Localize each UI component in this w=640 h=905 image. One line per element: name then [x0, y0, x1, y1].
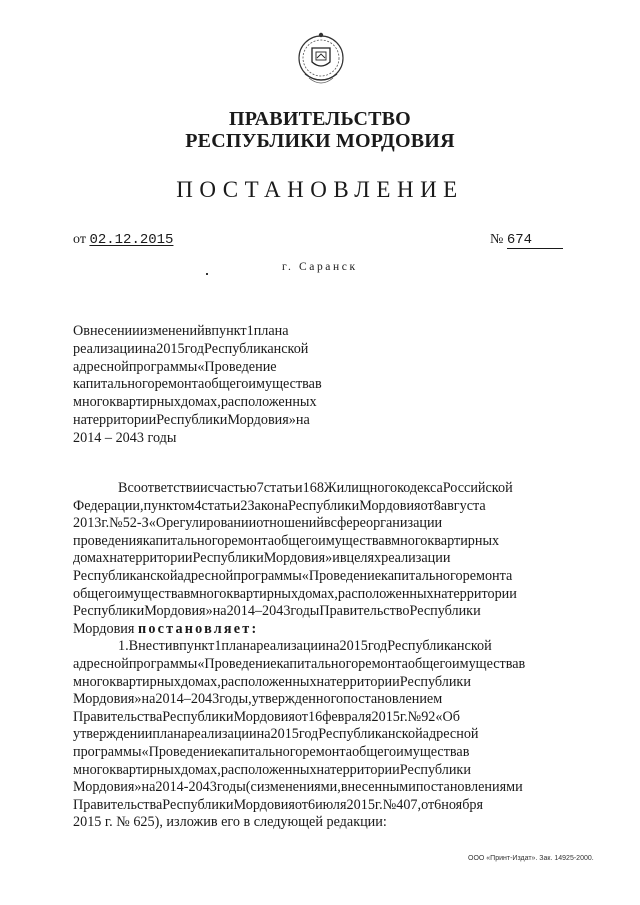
word: Мордовия	[233, 796, 295, 813]
word: на	[256, 726, 271, 743]
title-line	[73, 412, 363, 430]
word: ремонта	[224, 532, 275, 549]
resolution-body	[73, 480, 582, 832]
word: частью	[213, 480, 257, 496]
body-line	[73, 691, 582, 709]
word: «Проведение	[197, 655, 277, 672]
word: августа	[440, 497, 486, 514]
word: Мордовия»	[144, 603, 213, 620]
word: 2015	[346, 796, 375, 813]
word: «Проведение	[197, 358, 277, 375]
word: в	[183, 585, 191, 602]
word: 7	[256, 480, 264, 496]
word: на	[433, 585, 448, 602]
date-field	[73, 232, 173, 248]
word: Федерации,	[73, 497, 144, 514]
word: внесении	[83, 323, 140, 339]
word: программы	[233, 567, 302, 584]
word: г.	[101, 515, 110, 532]
word: расположенных	[220, 394, 317, 411]
word: на	[141, 691, 156, 708]
word: адресной	[422, 726, 479, 743]
word: 2015	[371, 708, 400, 725]
word: имущества	[248, 376, 315, 393]
word: Мордовия»	[73, 779, 142, 796]
word: на	[316, 673, 331, 690]
word: в	[384, 532, 392, 549]
word: Республики	[288, 497, 360, 514]
word: адресной	[73, 358, 129, 375]
word: пункт	[179, 638, 215, 655]
word: 2043	[190, 691, 220, 708]
word: Мордовия	[359, 497, 421, 514]
word: целях	[346, 550, 382, 567]
word: Республиканской	[387, 638, 492, 655]
word: реализации	[187, 726, 257, 743]
word: общего	[204, 376, 249, 393]
body-line	[73, 656, 582, 674]
word: год	[184, 340, 204, 357]
coat-of-arms-icon	[295, 28, 347, 98]
word: отношений	[256, 515, 324, 532]
word: расположенных	[220, 673, 317, 690]
word: многоквартирных	[391, 532, 500, 549]
word: проведения	[73, 532, 143, 549]
word: статьи	[263, 480, 303, 496]
body-line	[73, 498, 582, 516]
word: общего	[73, 585, 118, 602]
word: 16	[308, 708, 323, 725]
word: «Проведение	[301, 567, 382, 584]
word: статьи	[201, 497, 241, 514]
body-line	[73, 603, 582, 621]
body-line	[73, 515, 582, 533]
preamble-last-word: Мордовия	[73, 620, 135, 637]
word: капитального	[220, 743, 303, 760]
word: расположенных	[220, 761, 317, 778]
word: в	[339, 550, 347, 567]
word: имущества	[396, 743, 463, 760]
word: Правительства	[73, 708, 163, 725]
word: утвержденного	[251, 691, 344, 708]
body-line	[73, 638, 582, 656]
word: Республики	[156, 411, 228, 428]
word: капитального	[73, 376, 155, 393]
word: адресной	[73, 655, 129, 672]
word: «О	[148, 515, 167, 532]
word: реализации	[256, 638, 326, 655]
word: регулировании	[166, 515, 257, 532]
title-line	[73, 394, 363, 412]
city-label: г. Саранск	[282, 261, 358, 273]
date-value: 02.12.2015	[89, 232, 174, 248]
resolution-title	[73, 323, 363, 448]
word: Республиканской	[203, 340, 309, 357]
word: домах,	[298, 585, 338, 602]
word: Мордовия»	[263, 550, 333, 567]
word: на	[212, 603, 227, 620]
word: общего	[407, 655, 452, 672]
word: капитального	[142, 532, 225, 549]
word: и	[332, 550, 340, 567]
body-line: 2015 г. № 625), изложив его в следующей редакции:	[73, 814, 387, 831]
word: ремонта	[154, 376, 205, 393]
word: домах,	[180, 761, 221, 778]
word: многоквартирных	[73, 394, 181, 411]
number-value: 674	[507, 233, 563, 249]
number-prefix: №	[490, 232, 504, 247]
word: 1.	[118, 638, 129, 655]
body-line	[73, 586, 582, 604]
word: «Проведение	[141, 743, 221, 760]
title-line: 2014 – 2043 годы	[73, 429, 177, 446]
word: О	[73, 323, 84, 339]
word: реализации	[73, 340, 143, 357]
word: 1	[214, 638, 222, 655]
word: на	[142, 340, 157, 357]
word: домах	[73, 550, 110, 567]
word: Республики	[162, 708, 234, 725]
word: Закона	[247, 497, 288, 514]
word: №	[382, 796, 397, 813]
word: №	[407, 708, 422, 725]
word: 2015	[270, 726, 299, 743]
number-field	[490, 232, 563, 249]
body-line	[73, 779, 582, 797]
word: 407,	[396, 796, 422, 813]
word: от	[294, 708, 308, 725]
word: многоквартирных	[73, 761, 181, 778]
word: плана	[152, 726, 188, 743]
word: многоквартирных	[190, 585, 299, 602]
word: 2015	[156, 340, 185, 357]
word: плана	[253, 323, 289, 339]
word: июля	[315, 796, 347, 813]
word: 2014-2043	[155, 779, 217, 796]
body-line	[73, 568, 582, 586]
word: от	[420, 497, 434, 514]
word: в	[314, 376, 322, 393]
word: год	[298, 726, 319, 743]
word: в	[462, 743, 470, 760]
word: капитального	[276, 655, 359, 672]
word: расположенных	[337, 585, 434, 602]
word: имущества	[117, 585, 184, 602]
word: капитального	[381, 567, 463, 584]
title-line	[73, 341, 363, 359]
word: кодекса	[397, 480, 443, 496]
body-line	[73, 533, 582, 551]
org-title-line1: ПРАВИТЕЛЬСТВО	[229, 108, 411, 130]
word: 52-З	[122, 515, 149, 532]
body-line-resolves	[73, 621, 582, 639]
word: годы	[290, 603, 320, 620]
word: ремонта	[358, 655, 408, 672]
word: территории	[447, 585, 517, 602]
word: годы	[216, 779, 246, 796]
word: территории	[330, 761, 400, 778]
word: –	[183, 691, 191, 708]
word: плана	[221, 638, 257, 655]
title-line	[73, 359, 363, 377]
body-line	[73, 744, 582, 762]
word: (с	[245, 779, 257, 796]
word: в	[204, 323, 212, 339]
word: адресной	[177, 567, 234, 584]
document-type-heading: ПОСТАНОВЛЕНИЕ	[176, 177, 464, 202]
word: Республики	[162, 796, 234, 813]
word: 2014	[226, 603, 255, 620]
word: Республики	[409, 603, 481, 620]
word: 4	[194, 497, 202, 514]
word: 2014	[155, 691, 184, 708]
word: изменений	[139, 323, 205, 339]
word: Российской	[442, 480, 513, 496]
word: Республики	[192, 550, 264, 567]
word: 6	[434, 796, 442, 813]
word: пункт	[211, 323, 247, 339]
word: утверждении	[73, 726, 153, 743]
word: постановлением	[343, 691, 443, 708]
word: Правительства	[73, 796, 163, 813]
word: на	[295, 411, 310, 428]
word: 1	[246, 323, 254, 339]
word: постановлениями	[415, 779, 523, 796]
word: на	[73, 411, 87, 428]
word: с	[207, 480, 214, 496]
word: годы,	[219, 691, 252, 708]
word: изменениями,	[256, 779, 341, 796]
word: г.	[399, 708, 408, 725]
word: соответствии	[127, 480, 208, 496]
word: общего	[274, 532, 319, 549]
word: Мордовия»	[73, 691, 142, 708]
word: Внести	[128, 638, 173, 655]
word: №	[109, 515, 123, 532]
word: организации	[365, 515, 443, 532]
body-line	[73, 797, 582, 815]
word: программы	[73, 743, 142, 760]
word: ремонта	[462, 567, 513, 584]
word: программы	[128, 655, 198, 672]
title-line	[73, 376, 363, 394]
date-prefix: от	[73, 232, 86, 247]
resolves-keyword: постановляет:	[137, 620, 259, 637]
word: в	[518, 655, 526, 672]
word: 2	[240, 497, 248, 514]
word: Мордовия	[233, 708, 295, 725]
word: 6	[308, 796, 316, 813]
word: на	[316, 761, 331, 778]
word: 168	[302, 480, 324, 496]
word: ноября	[441, 796, 484, 813]
word: 92	[421, 708, 436, 725]
word: 2043	[262, 603, 291, 620]
word: на	[141, 779, 156, 796]
word: от	[294, 796, 308, 813]
word: год	[367, 638, 388, 655]
word: февраля	[322, 708, 372, 725]
word: –	[254, 603, 263, 620]
word: внесенными	[340, 779, 416, 796]
word: в	[172, 638, 180, 655]
word: 8	[433, 497, 441, 514]
org-title-line2: РЕСПУБЛИКИ МОРДОВИЯ	[185, 130, 455, 152]
word: от	[421, 796, 435, 813]
word: на	[325, 638, 340, 655]
word: г.	[374, 796, 383, 813]
word: территории	[86, 411, 157, 428]
word: Мордовия»	[227, 411, 296, 428]
word: домах,	[180, 394, 221, 411]
word: В	[118, 480, 128, 496]
word: реализации	[381, 550, 451, 567]
word: Правительство	[319, 603, 410, 620]
word: Республики	[399, 761, 471, 778]
word: имущества	[452, 655, 519, 672]
word: Республиканской	[318, 726, 423, 743]
word: территории	[330, 673, 400, 690]
word: Республики	[399, 673, 471, 690]
body-line	[73, 726, 582, 744]
word: Республиканской	[73, 567, 178, 584]
word: на	[109, 550, 123, 567]
word: программы	[128, 358, 198, 375]
word: территории	[122, 550, 193, 567]
word: Республики	[73, 603, 145, 620]
body-line	[73, 674, 582, 692]
word: пунктом	[143, 497, 195, 514]
word: ремонта	[302, 743, 353, 760]
word: «Об	[435, 708, 460, 725]
word: 2015	[339, 638, 368, 655]
title-line	[73, 323, 363, 341]
printer-footer-note: ООО «Принт-Издат». Зак. 14925-2000.	[468, 855, 594, 862]
body-line	[73, 709, 582, 727]
word: 2013	[73, 515, 102, 532]
body-line	[73, 762, 582, 780]
word: имущества	[318, 532, 385, 549]
word: общего	[352, 743, 397, 760]
word: многоквартирных	[73, 673, 181, 690]
scan-dot-mark	[206, 273, 208, 275]
word: сфере	[330, 515, 366, 532]
word: в	[324, 515, 331, 532]
word: Жилищного	[323, 480, 398, 496]
word: домах,	[180, 673, 221, 690]
body-line	[73, 550, 582, 568]
body-line	[73, 480, 582, 498]
